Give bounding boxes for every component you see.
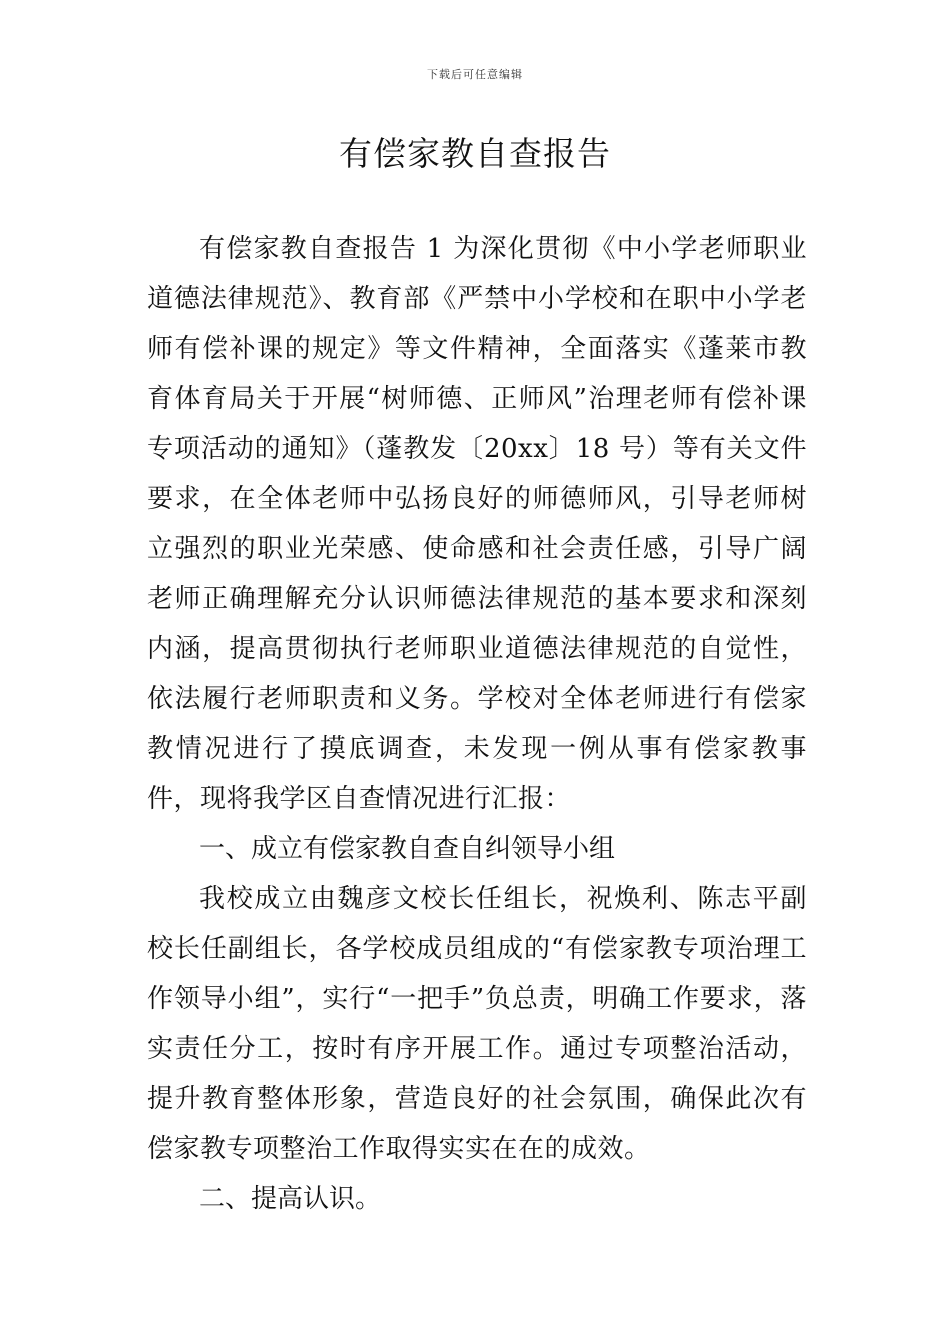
- document-body: [147, 224, 807, 1224]
- intro-paragraph: 有偿家教自查报告 1 为深化贯彻《中小学老师职业道德法律规范》、教育部《严禁中小学校和在职中小学老师有偿补课的规定》等文件精神，全面落实《蓬莱市教育体育局关于开展“树师德、正师风”治理老师有偿补课专项活动的通知》（蓬教发〔20xx〕18 号）等有关文件要求，在全体老师中弘扬良好的师德师风，引导老师树立强烈的职业光荣感、使命感和社会责任感，引导广阔老师正确理解充分认识师德法律规范的基本要求和深刻内涵，提高贯彻执行老师职业道德法律规范的自觉性，依法履行老师职责和义务。学校对全体老师进行有偿家教情况进行了摸底调查，未发现一例从事有偿家教事件，现将我学区自查情况进行汇报：: [147, 234, 807, 814]
- section-1-paragraph: 我校成立由魏彦文校长任组长，祝焕利、陈志平副校长任副组长，各学校成员组成的“有偿家教专项治理工作领导小组”，实行“一把手”负总责，明确工作要求，落实责任分工，按时有序开展工作。通过专项整治活动，提升教育整体形象，营造良好的社会氛围，确保此次有偿家教专项整治工作取得实实在在的成效。: [147, 884, 807, 1164]
- document-title: 有偿家教自查报告: [339, 134, 611, 173]
- section-heading-2: 二、提高认识。: [199, 1184, 382, 1214]
- section-heading-1: 一、成立有偿家教自查自纠领导小组: [199, 834, 616, 864]
- header-note: 下载后可任意编辑: [427, 68, 523, 81]
